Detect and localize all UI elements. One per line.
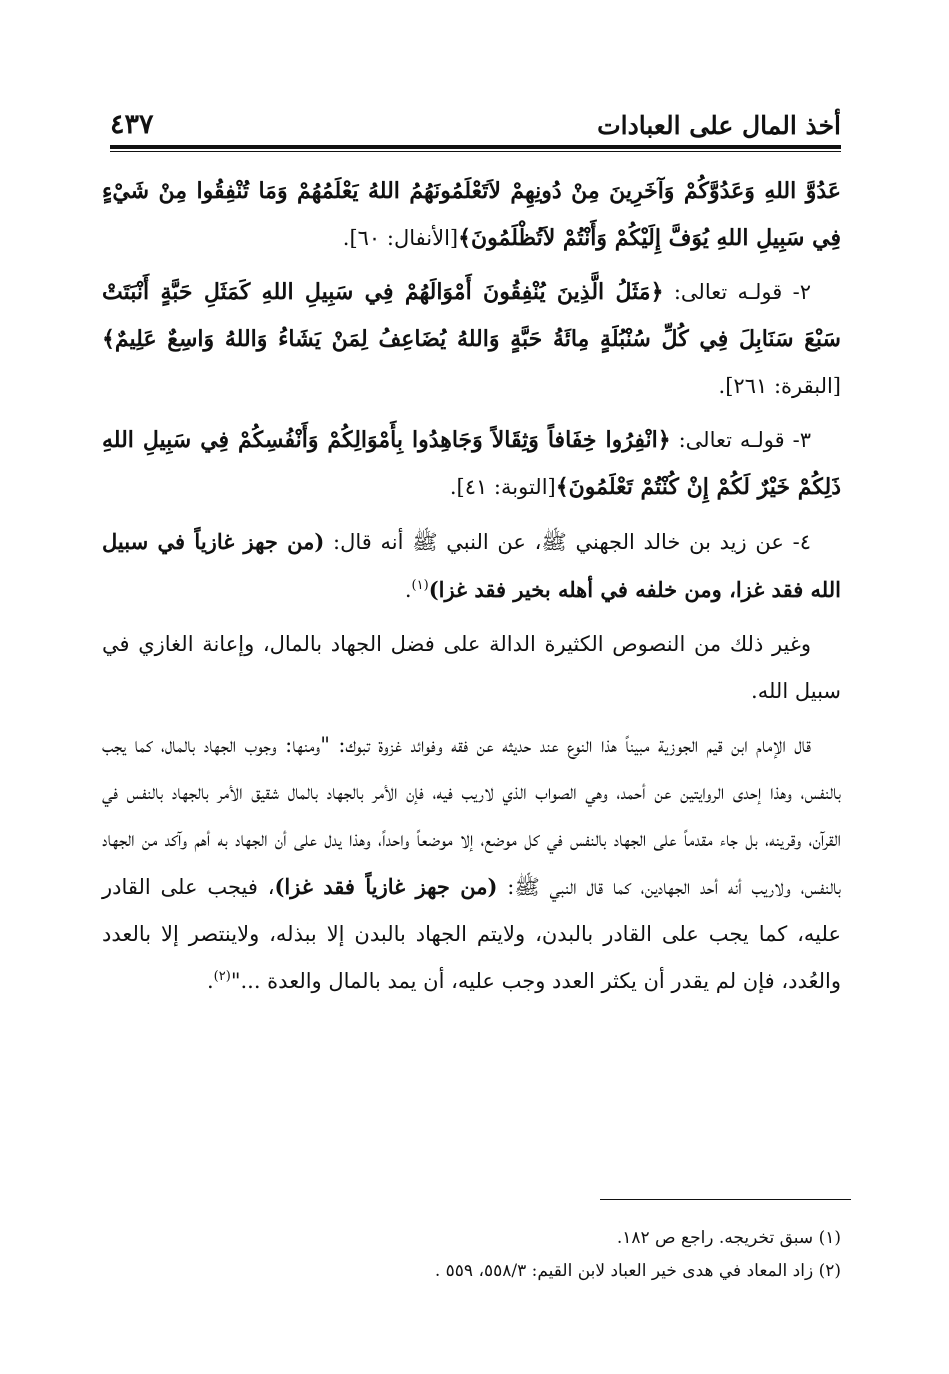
quran-verse: ﴿انْفِرُوا خِفَافاً وَثِقَالاً وَجَاهِدُوا بِأَمْوَالِكُمْ وَأَنْفُسِكُمْ فِي سَبِيلِ اللهِ ذَلِكُمْ خَيْرٌ لَكُمْ إِنْ كُنْتُمْ تَعْلَمُونَ﴾	[102, 427, 841, 500]
page-number: ٤٣٧	[110, 109, 154, 140]
quote-text-part2: ، فيجب على القادر عليه، كما يجب على القادر بالبدن، ولايتم الجهاد بالبدن إلا ببذله، ولاينتصر إلا بالعدد والعُدد، فإن لم يقدر أن يكثر العدد وجب عليه، أن يمد بالمال والعدة ..."	[102, 875, 841, 993]
page-body	[102, 168, 841, 1005]
footnote-1: (١) سبق تخريجه. راجع ص ١٨٢.	[616, 1228, 841, 1248]
paragraph-intro: ٣- قولـه تعالى:	[670, 428, 811, 452]
verse-reference: [التوبة: ٤١].	[449, 475, 556, 499]
paragraph-hadith-zaid	[102, 518, 841, 614]
footnote-ref-1[interactable]: (١)	[411, 578, 429, 593]
header-rule	[110, 145, 841, 152]
paragraph-summary: وغير ذلك من النصوص الكثيرة الدالة على فضل الجهاد بالمال، وإعانة الغازي في سبيل الله.	[102, 632, 841, 703]
page-header	[110, 96, 841, 140]
footnote-2: (٢) زاد المعاد في هدى خير العباد لابن القيم: ٥٥٨/٣، ٥٥٩ .	[434, 1261, 841, 1281]
paragraph-intro: ٤- عن زيد بن خالد الجهني ﷺ، عن النبي ﷺ أنه قال:	[324, 530, 811, 554]
quran-verse: عَدُوَّ اللهِ وَعَدُوَّكُمْ وَآخَرِينَ مِنْ دُونِهِمْ لاَتَعْلَمُونَهُمُ اللهُ يَعْلَمُهُمْ وَمَا تُنْفِقُوا مِنْ شَيْءٍ فِي سَبِيلِ اللهِ يُوَفَّ إِلَيْكُمْ وَأَنْتُمْ لاَتُظْلَمُونَ﴾	[102, 178, 841, 251]
paragraph-verse-anfal	[102, 168, 841, 262]
footnote-separator	[600, 1199, 851, 1200]
paragraph-verse-tawbah	[102, 417, 841, 511]
paragraph-verse-baqarah	[102, 269, 841, 410]
sentence-end: .	[404, 578, 412, 602]
paragraph-ibn-qayyim-quote	[102, 722, 841, 1005]
hadith-text: (من جهز غازياً فقد غزا)	[274, 874, 498, 899]
sentence-end: .	[206, 969, 214, 993]
hadith-text: (من جهز غازياً في سبيل الله فقد غزا، ومن خلفه في أهله بخير فقد غزا)	[102, 529, 841, 602]
verse-reference: [الأنفال: ٦٠].	[342, 226, 459, 250]
quran-verse: ﴿مَثَلُ الَّذِينَ يُنْفِقُونَ أَمْوَالَهُمْ فِي سَبِيلِ اللهِ كَمَثَلِ حَبَّةٍ أَنْبَتَتْ سَبْعَ سَنَابِلَ فِي كُلِّ سُنْبُلَةٍ مِائَةُ حَبَّةٍ وَاللهُ يُضَاعِفُ لِمَنْ يَشَاءُ وَاللهُ وَاسِعٌ عَلِيمٌ﴾	[102, 279, 841, 352]
running-title: أخذ المال على العبادات	[597, 111, 841, 140]
footnotes	[102, 1222, 841, 1288]
quote-text-part1: قال الإمام ابن قيم الجوزية مبيناً هذا النوع عند حديثه عن فقه وفوائد غزوة تبوك: "ومنها: وجوب الجهاد بالمال، كما يجب بالنفس، وهذا إحدى الروايتين عن أحمد، وهي الصواب الذي لاريب فيه، فإن الأمر بالجهاد بالمال شقيق الأمر بالجهاد بالنفس في القرآن، وقرينه، بل جاء مقدماً على الجهاد بالنفس في كل موضع، إلا موضعاً واحداً، وهذا يدل على أن الجهاد به أهم وآكد من الجهاد بالنفس، ولاريب أنه أحد الجهادين، كما قال النبي ﷺ:	[102, 733, 841, 899]
paragraph-intro: ٢- قولـه تعالى:	[663, 280, 811, 304]
footnote-ref-2[interactable]: (٢)	[213, 969, 231, 984]
verse-reference: [البقرة: ٢٦١].	[718, 374, 841, 398]
